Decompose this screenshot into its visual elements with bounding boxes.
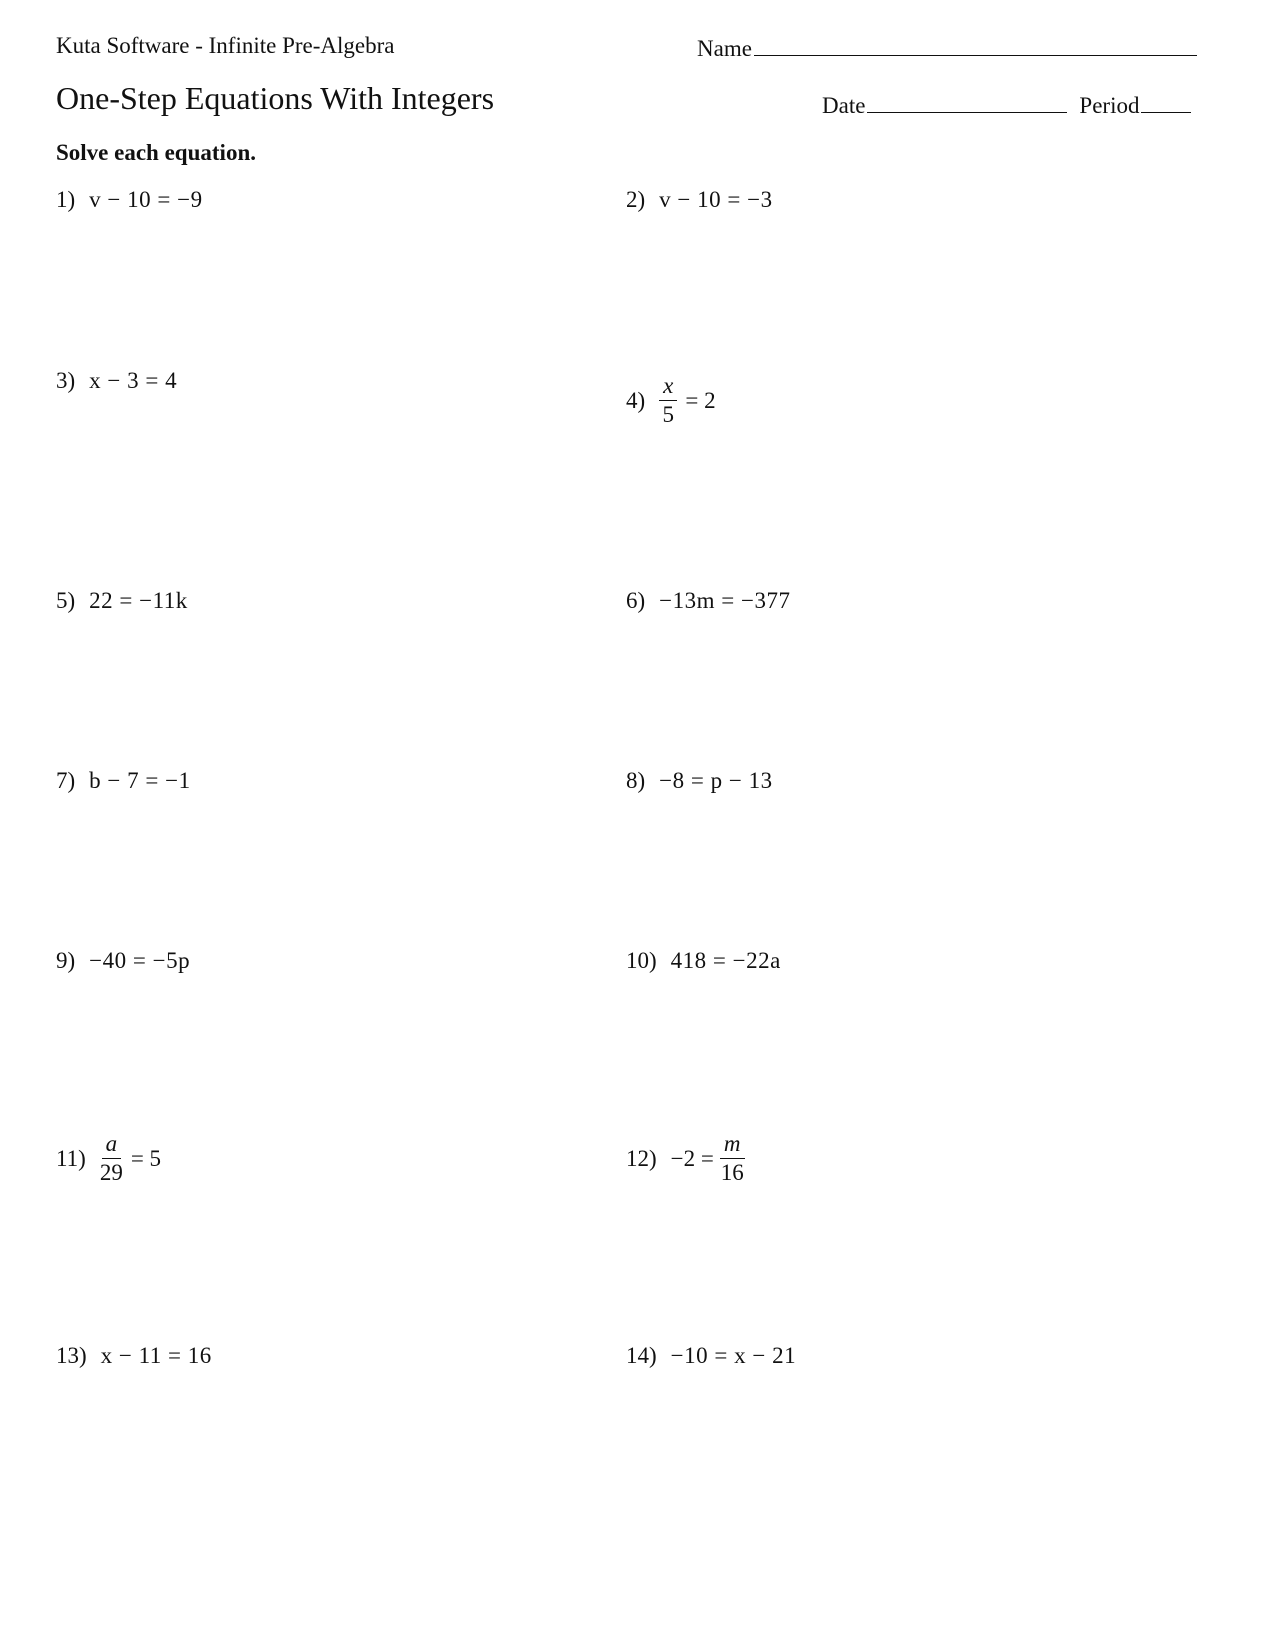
- problem-2: [626, 187, 773, 213]
- problem-equation: x − 3 = 4: [89, 368, 178, 393]
- problem-equation: b − 7 = −1: [89, 768, 191, 793]
- problem-12: [626, 1130, 751, 1187]
- problem-4: [626, 372, 716, 429]
- problem-10: [626, 948, 781, 974]
- fraction: [720, 1130, 745, 1187]
- problem-13: [56, 1343, 212, 1369]
- problem-equation: v − 10 = −3: [659, 187, 773, 212]
- name-field: [697, 33, 1197, 62]
- instructions: Solve each equation.: [56, 140, 256, 165]
- problem-number: 13): [56, 1343, 87, 1368]
- name-label: Name: [697, 36, 752, 61]
- fraction-denominator: 29: [99, 1160, 123, 1185]
- problem-14: [626, 1343, 796, 1369]
- problem-equation-rest: = 2: [685, 387, 716, 413]
- date-input-line[interactable]: [867, 90, 1067, 113]
- date-period-field: [822, 90, 1191, 119]
- name-input-line[interactable]: [754, 33, 1197, 56]
- problem-7: [56, 768, 191, 794]
- problem-11: [56, 1130, 161, 1187]
- problem-number: 6): [626, 588, 646, 613]
- problem-number: 8): [626, 768, 646, 793]
- problem-number: 10): [626, 948, 657, 973]
- problem-number: 7): [56, 768, 76, 793]
- problem-equation: −13m = −377: [659, 588, 791, 613]
- problem-3: [56, 368, 177, 394]
- problem-number: 5): [56, 588, 76, 613]
- problem-6: [626, 588, 790, 614]
- problem-number: 12): [626, 1145, 657, 1171]
- worksheet-title: One-Step Equations With Integers: [56, 80, 495, 116]
- problem-equation: x − 11 = 16: [100, 1343, 212, 1368]
- problem-equation: −40 = −5p: [89, 948, 191, 973]
- fraction: [100, 1130, 123, 1187]
- problem-number: 4): [626, 387, 646, 413]
- problem-number: 9): [56, 948, 76, 973]
- publisher-line: Kuta Software - Infinite Pre-Algebra: [56, 33, 395, 58]
- problem-equation-lhs: −2 =: [670, 1145, 714, 1171]
- problem-equation-rest: = 5: [130, 1145, 162, 1171]
- fraction-numerator: a: [102, 1130, 122, 1159]
- problem-equation: 22 = −11k: [89, 588, 188, 613]
- date-label: Date: [822, 93, 866, 118]
- period-label: Period: [1079, 93, 1140, 118]
- problem-number: 1): [56, 187, 76, 212]
- problem-equation: v − 10 = −9: [89, 187, 203, 212]
- fraction-denominator: 16: [720, 1160, 744, 1185]
- problem-equation: −10 = x − 21: [670, 1343, 797, 1368]
- period-input-line[interactable]: [1141, 90, 1191, 113]
- problem-number: 14): [626, 1343, 657, 1368]
- problem-equation: −8 = p − 13: [659, 768, 773, 793]
- fraction-numerator: x: [659, 372, 677, 401]
- problem-number: 11): [56, 1145, 86, 1171]
- problem-1: [56, 187, 203, 213]
- fraction-numerator: m: [720, 1130, 745, 1159]
- fraction-denominator: 5: [662, 402, 675, 427]
- problem-number: 3): [56, 368, 76, 393]
- problem-8: [626, 768, 773, 794]
- fraction: [659, 372, 677, 429]
- problem-number: 2): [626, 187, 646, 212]
- problem-equation: 418 = −22a: [670, 948, 781, 973]
- problem-5: [56, 588, 188, 614]
- problem-9: [56, 948, 190, 974]
